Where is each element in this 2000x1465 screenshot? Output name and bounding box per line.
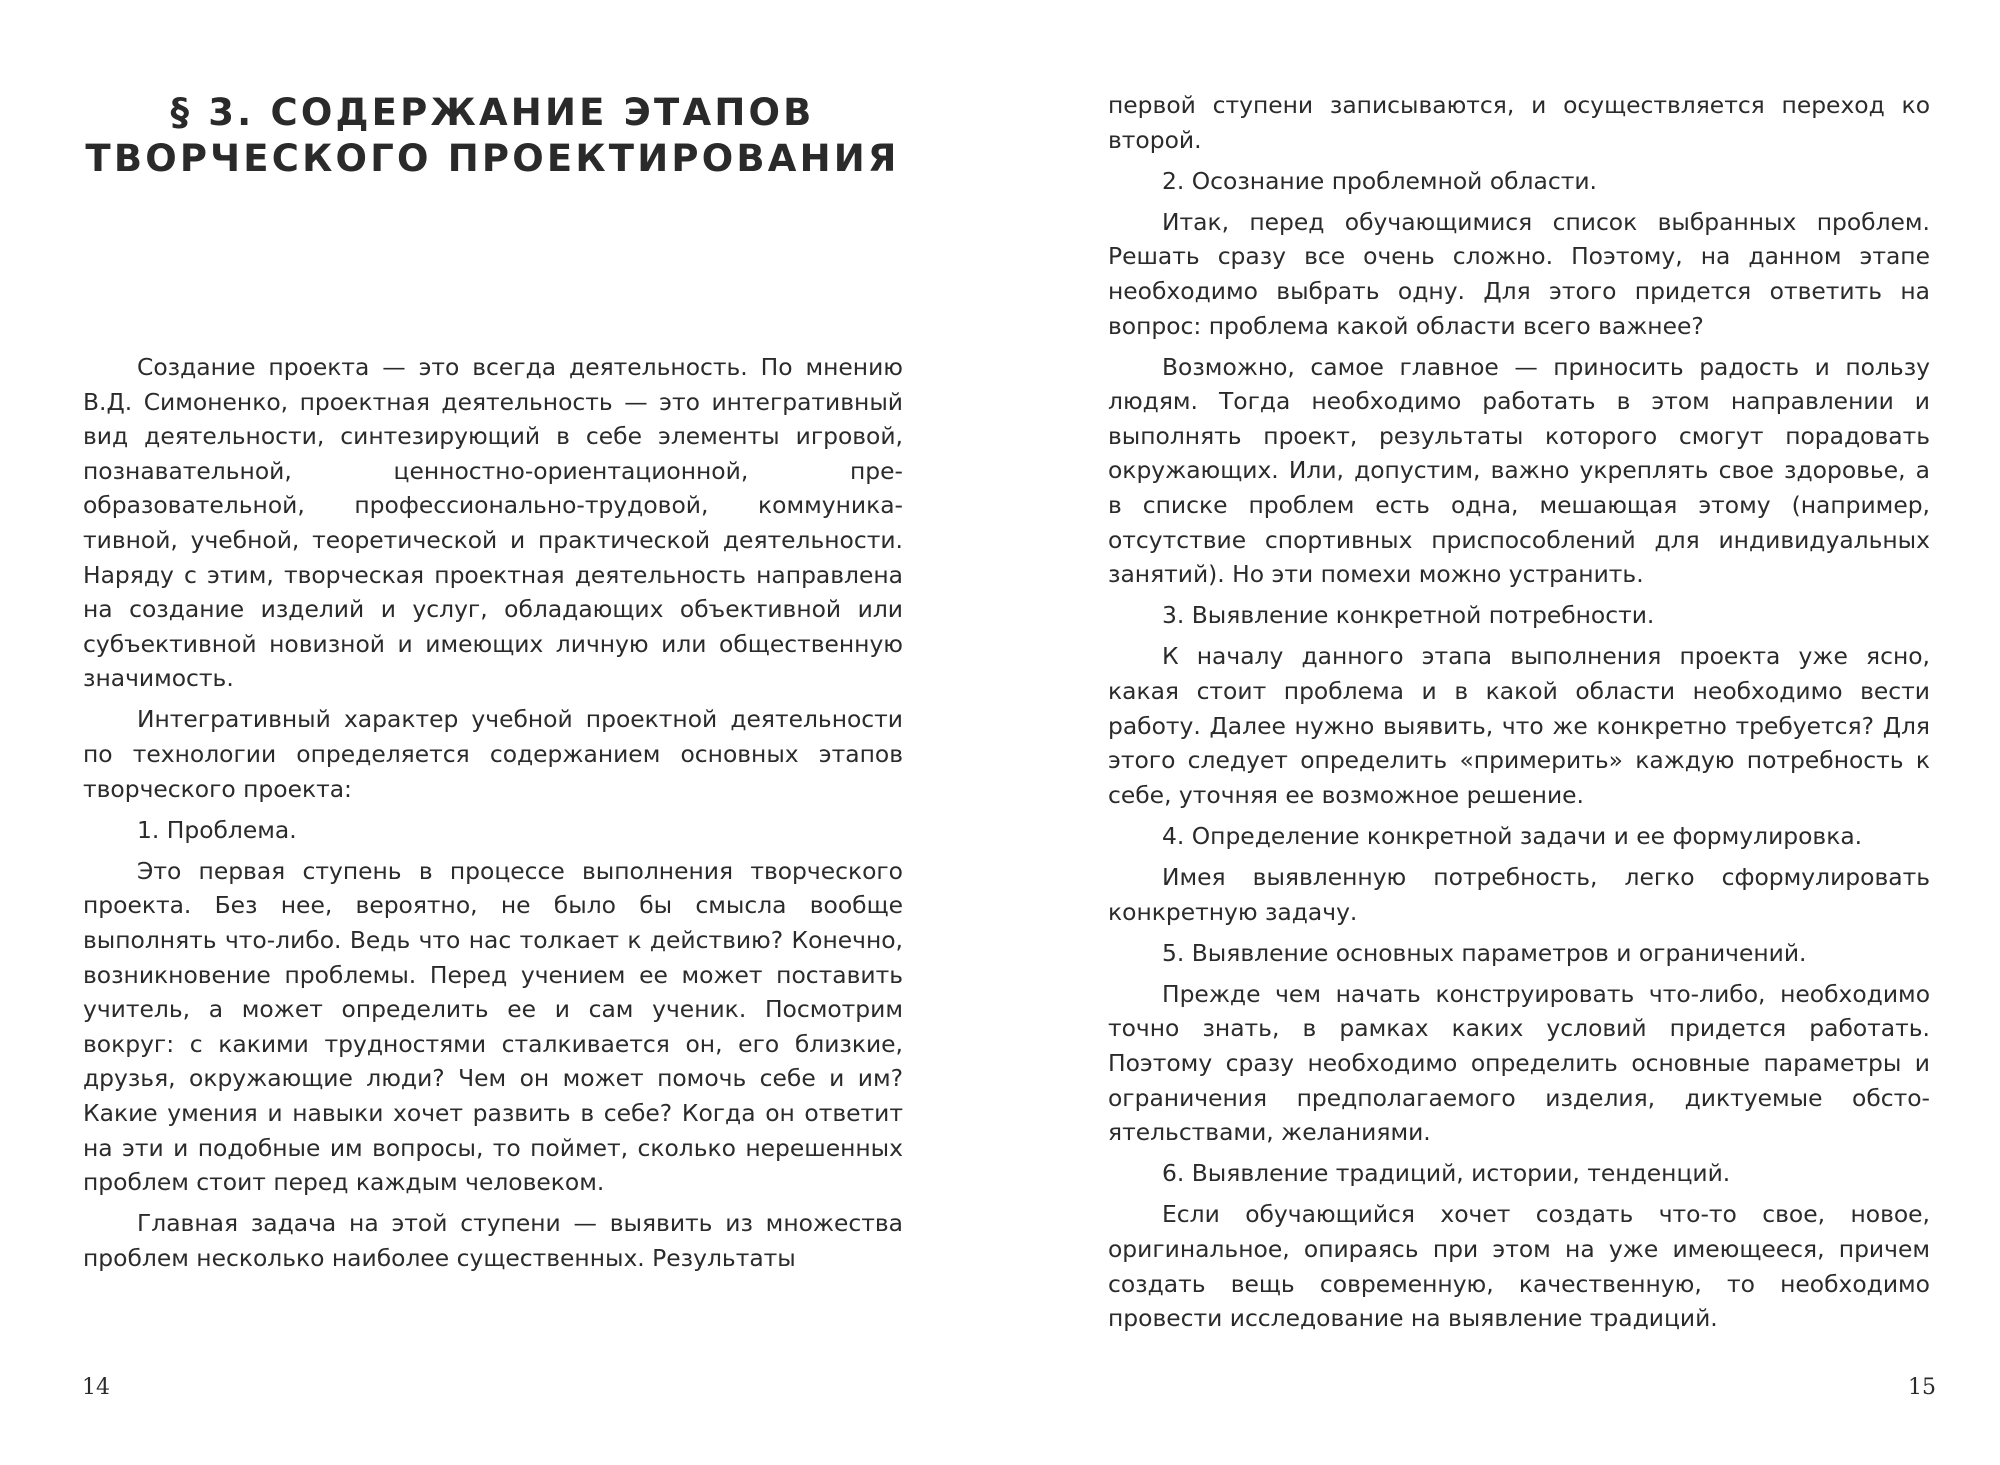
page-number-left: 14 [82,1375,110,1400]
right-body-text [1108,88,1930,1342]
paragraph: Если обучающийся хочет создать что-то свое, новое, оригинальное, опираясь при этом на уже имеющееся, причем создать вещь современную, качественную, то необходимо провести исследование на выявление традиций. [1108,1200,1930,1333]
paragraph: Имея выявленную потребность, легко сформулировать конкретную задачу. [1108,862,1930,926]
paragraph-continuation: первой ступени записываются, и осуществляется переход ко второй. [1108,91,1930,154]
list-item-stage-1: 1. Проблема. [137,815,297,844]
paragraph: Главная задача на этой ступени — выявить из множества проблем несколько наиболее существенных. Результаты [83,1209,903,1272]
paragraph: Прежде чем начать конструировать что-либо, необходимо точно знать, в рамках каких условий придется работать. Поэтому сразу необходимо определить основные параметры и ограничения предполагаемого изделия, диктуемые обстоятельствами, желаниями. [1108,979,1930,1147]
list-item-stage-2: 2. Осознание проблемной области. [1162,166,1597,195]
list-item-stage-6: 6. Выявление традиций, истории, тенденций. [1162,1159,1731,1188]
list-item-stage-5: 5. Выявление основных параметров и ограничений. [1162,938,1807,967]
right-page [1000,0,2000,1465]
paragraph: Создание проекта — это всегда деятельность. По мнению В.Д. Симоненко, проектная деятельность — это интегративный вид деятельности, синтезирующий в себе элементы игровой, познавательной, ценностно-ориентационной, преобразовательной, профессионально-трудовой, коммуникативной, учебной, теоретической и практической деятельности. Наряду с этим, творческая проектная деятельность направлена на создание изделий и услуг, обладающих объективной или субъективной новизной и имеющих личную или общественную значимость. [83,353,903,693]
section-heading [80,90,905,182]
paragraph: К началу данного этапа выполнения проекта уже ясно, какая стоит проблема и в какой области необходимо вести работу. Далее нужно выявить, что же конкретно требуется? Для этого следует определить «примерить» каждую потребность к себе, уточняя ее возможное решение. [1108,642,1930,809]
paragraph: Это первая ступень в процессе выполнения творческого проекта. Без нее, вероятно, не было бы смысла вообще выполнять что-либо. Ведь что нас толкает к действию? Конечно, возникновение проблемы. Перед учением ее может поставить учитель, а может определить ее и сам ученик. Посмотрим вокруг: с какими трудностями сталкивается он, его близкие, друзья, окружающие люди? Чем он может помочь себе и им? Какие умения и навыки хочет развить в себе? Когда он ответит на эти и подобные им вопросы, то поймет, сколько нерешенных проблем стоит перед каждым человеком. [83,856,903,1197]
paragraph: Интегративный характер учебной проектной деятельности по технологии определяется содержанием основных этапов творческого проекта: [83,705,903,803]
left-body-text [83,350,903,1282]
heading-line-1: § 3. СОДЕРЖАНИЕ ЭТАПОВ [170,91,815,134]
heading-line-2: ТВОРЧЕСКОГО ПРОЕКТИРОВАНИЯ [85,137,900,180]
list-item-stage-4: 4. Определение конкретной задачи и ее формулировка. [1162,821,1863,850]
page-number-right: 15 [1908,1375,1936,1400]
paragraph: Возможно, самое главное — приносить радость и пользу людям. Тогда необходимо работать в этом направлении и выполнять проект, результаты которого смогут порадовать окружающих. Или, допустим, важно укреплять свое здоровье, а в списке проблем есть одна, мешающая этому (например, отсутствие спортивных приспособлений для индивидуальных занятий). Но эти помехи можно устранить. [1108,352,1930,589]
paragraph: Итак, перед обучающимися список выбранных проблем. Решать сразу все очень сложно. Поэтому, на данном этапе необходимо выбрать одну. Для этого придется ответить на вопрос: проблема какой области всего важнее? [1108,207,1930,340]
list-item-stage-3: 3. Выявление конкретной потребности. [1162,601,1655,630]
